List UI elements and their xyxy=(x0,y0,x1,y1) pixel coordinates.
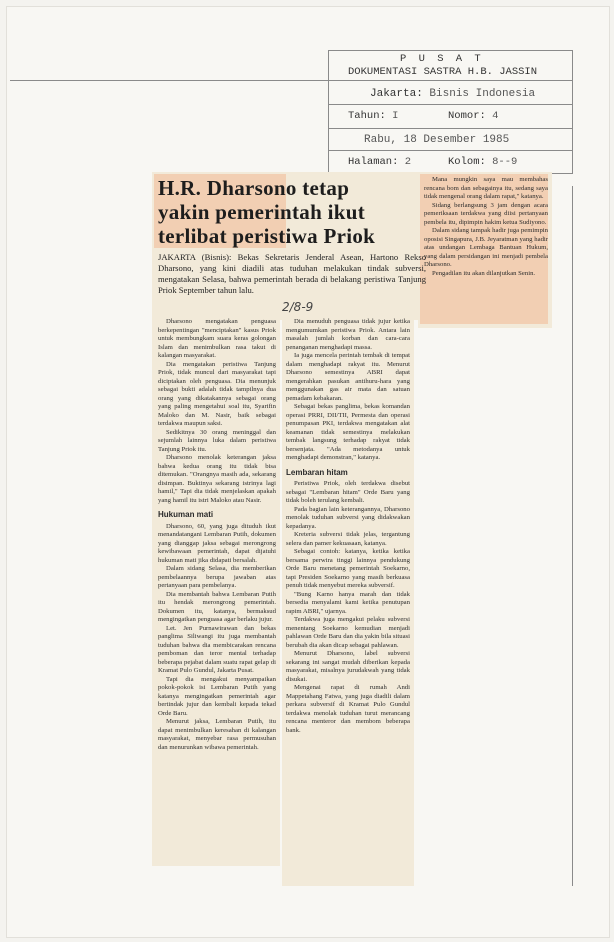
form-rule xyxy=(328,150,572,151)
kolom-label: Kolom: xyxy=(448,156,486,168)
paragraph: Dharsono menolak keterangan jaksa bahwa kedua orang itu tidak bisa ditemukan. "Orangnya masih ada, sekarang disimpan. Buktinya sekarang istrinya lagi hamil," Tapi dia tidak menjelaskan apakah yang hamil itu istri Maloko atau Nasir. xyxy=(158,454,276,504)
margin-line xyxy=(572,186,573,886)
article-column-1 xyxy=(158,318,276,866)
paragraph: Mengenai rapat di rumah Andi Mappetahang Fatwa, yang juga diadili dalam perkara subversif di Kramat Pulo Gundul terdakwa menolak tuduhan turut merancang rencana menteror dan membom beberapa bank. xyxy=(286,684,410,734)
paragraph: Sebagai contoh: katanya, ketika ketika bersama perwira tinggi lainnya pendukung Orde Baru menetang pemerintah Soekarno, tapi Presiden Soekarno yang masih berkuasa penuh tidak menyebut mereka subversif. xyxy=(286,548,410,589)
form-divider-right xyxy=(572,50,573,174)
paragraph: Pengadilan itu akan dilanjutkan Senin. xyxy=(432,269,536,277)
headline-line: yakin pemerintah ikut xyxy=(158,200,365,224)
paragraph: Peristiwa Priok, oleh terdakwa disebut sebagai "Lembaran hitam" Orde Baru yang tidak boleh terulang kembali. xyxy=(286,480,410,504)
tahun-value: I xyxy=(392,110,399,122)
form-rule xyxy=(328,128,572,129)
nomor-value: 4 xyxy=(492,110,499,122)
paragraph: Dalam sidang Selasa, dia memberikan pembelaannya berupa jawaban atas pertanyaan para pembelanya. xyxy=(158,565,276,589)
headline-line: H.R. Dharsono tetap xyxy=(158,176,350,200)
paragraph: Dia mengatakan peristiwa Tanjung Priok, tidak muncul dari masyarakat tapi diciptakan oleh penguasa. Dia menunjuk sebagai bukti adalah tidak tampilnya dua orang yang dikatakannya sebagai orang yang paling mengetahui soal itu, Syarifin Maloko dan M. Nasir, baik sebagai terdakwa maupun saksi. xyxy=(158,360,276,427)
paragraph: Terdakwa juga mengakui pelaku subversi menentang Soekarno kemudian menjadi pahlawan Orde Baru dan dia yakin bila situasi berubah dia akan dicap sebagai pahlawan. xyxy=(286,616,410,649)
subheading: Hukuman mati xyxy=(158,510,214,519)
source-paper: Bisnis Indonesia xyxy=(429,88,536,100)
paragraph: "Bung Karno hanya marah dan tidak bersedia menyalami kami ketika penutupan rapim ABRI," ujarnya. xyxy=(286,590,410,615)
article-lead: JAKARTA (Bisnis): Bekas Sekretaris Jenderal Asean, Hartono Rekso Dharsono, yang kini diadili atas tuduhan melakukan tindak subversi, mengatakan Selasa, bahwa pemerintah berada di belakang peristiwa Tanjung Priok September tahun lalu. xyxy=(158,252,426,295)
form-rule xyxy=(10,80,572,81)
paragraph: Dia membantah bahwa Lembaran Putih itu hendak merongrong pemerintah. Dokumen itu, katanya, bermaksud mengingatkan penguasa agar berlaku jujur. xyxy=(158,590,276,623)
paragraph: Menurut jaksa, Lembaran Putih, itu dapat menimbulkan keresahan di kalangan masyarakat, menyebar rasa permusuhan dan menurunkan wibawa pemerintah. xyxy=(158,718,276,751)
paragraph: Kreteria subversi tidak jelas, tergantung selera dan pamer kekuasaan, katanya. xyxy=(286,531,410,547)
halaman-label: Halaman: xyxy=(348,156,399,168)
article-column-2 xyxy=(286,318,410,884)
form-divider-left xyxy=(328,50,329,174)
form-kolom xyxy=(448,156,517,168)
handwritten-note: 2/8-9 xyxy=(282,300,314,314)
paragraph: Dharsono mengatakan penguasa berkepentingan "menciptakan" kasus Priok untuk membungkam suara keras golongan Islam dan menimbulkan rasa takut di kalangan masyarakat. xyxy=(158,318,276,359)
paragraph: Tapi dia mengakui menyampaikan pokok-pokok isi Lembaran Putih yang katanya mengingatkan pemerintah agar bertindak jujur dan kembali kepada tekad Orde Baru. xyxy=(158,675,276,717)
form-halaman xyxy=(348,156,411,168)
paragraph: Mana mungkin saya mau membahas rencana bom dan sebagainya itu, sedang saya tidak mengenal orang dalam rapat," katanya. xyxy=(424,176,548,200)
paragraph: Let. Jen Purnawirawan dan bekas panglima Siliwangi itu juga membantah tuduhan bahwa dia membicarakan rencana pemboman dan teror mental terhadap beberapa pejabat dalam suatu rapat gelap di Kramat Pulo Gundul, Jakarta Pusat. xyxy=(158,624,276,674)
form-date: Rabu, 18 Desember 1985 xyxy=(364,134,510,146)
paragraph: Dalam sidang tampak hadir juga pemimpin oposisi Singapura, J.B. Jeyaratman yang hadir atas undangan Lembaga Bantuan Hukum, yang dalam persidangan ini menjadi pembela Dharsono. xyxy=(424,227,548,268)
paragraph: Sedikitnya 30 orang meninggal dan sejumlah lainnya luka dalam peristiwa Tanjung Priok itu. xyxy=(158,428,276,453)
paragraph: Ia juga mencela perintah tembak di tempat dalam menghadapi rakyat itu. Menurut Dharsono semestinya ABRI dapat mengerahkan pasukan antihuru-hara yang menggunakan gas air mata dan satuan pemadam kebakaran. xyxy=(286,352,410,402)
paragraph: Sidang berlangsung 3 jam dengan acara pemeriksaan terdakwa yang diisi pertanyaan pembela itu, dipimpin hakim ketua Sudiyono. xyxy=(424,201,548,226)
article-column-3 xyxy=(424,176,548,328)
subheading: Lembaran hitam xyxy=(286,467,348,477)
form-nomor xyxy=(448,110,498,122)
form-tahun xyxy=(348,110,398,122)
archive-pusat: P U S A T xyxy=(400,53,484,65)
paragraph: Dharsono, 60, yang juga dituduh ikut menandatangani Lembaran Putih, dokumen yang dianggap jaksa sebagai merongrong kewibawaan pemerintah, dapat dijatuhi hukuman mati jika didapati bersalah. xyxy=(158,522,276,564)
nomor-label: Nomor: xyxy=(448,110,486,122)
article-headline xyxy=(158,176,418,248)
paragraph: Sebagai bekas panglima, bekas komandan operasi PRRI, DII/TII, Permesta dan operasi penumpasan PKI, terdakwa mengatakan alat keamanan tidak semestinya melakukan tembak langsung terhadap rakyat tidak bersenjata. "Ada metodanya untuk menghadapi demonstran," katanya. xyxy=(286,403,410,461)
form-source: Jakarta: Bisnis Indonesia xyxy=(370,88,536,100)
archive-name: DOKUMENTASI SASTRA H.B. JASSIN xyxy=(348,66,538,78)
form-rule xyxy=(328,50,572,51)
source-city: Jakarta xyxy=(370,88,417,100)
paragraph: Menurut Dharsono, label subversi sekarang ini sangat mudah diberikan kepada masyarakat, misalnya jurudakwah yang tidak disukai. xyxy=(286,650,410,683)
paragraph: Dia menuduh penguasa tidak jujur ketika mengumumkan peristiwa Priok. Antara lain masalah jumlah korban dan cara-cara penanganan menghadapi massa. xyxy=(286,318,410,351)
paragraph: Pada bagian lain keterangannya, Dharsono menolak tuduhan subversi yang didakwakan kepadanya. xyxy=(286,505,410,530)
halaman-value: 2 xyxy=(404,156,412,168)
kolom-value: 8--9 xyxy=(492,156,518,168)
headline-line: terlibat peristiwa Priok xyxy=(158,224,376,248)
tahun-label: Tahun: xyxy=(348,110,386,122)
form-rule xyxy=(328,104,572,105)
